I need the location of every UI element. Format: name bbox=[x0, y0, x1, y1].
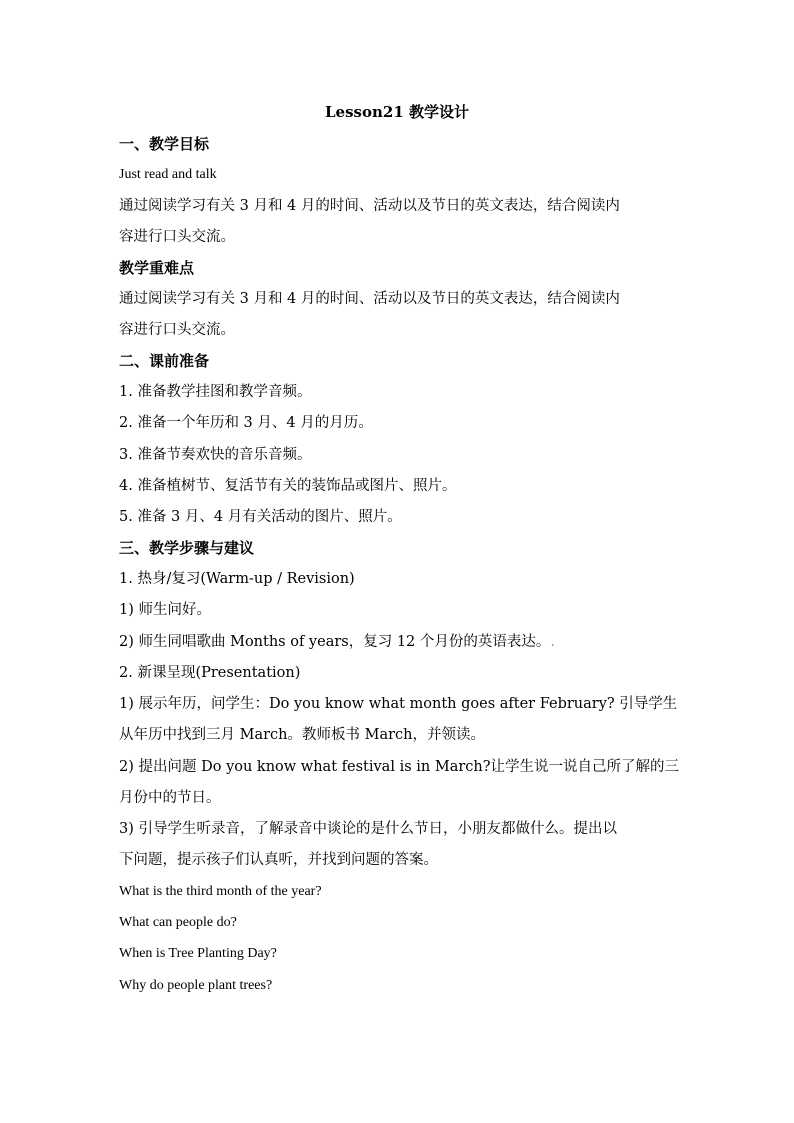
paragraph-line: 容进行口头交流。 bbox=[119, 322, 235, 338]
paragraph-line: 3) 引导学生听录音，了解录音中谈论的是什么节日，小朋友都做什么。提出以 bbox=[119, 821, 617, 837]
section-heading-preparation: 二、课前准备 bbox=[119, 352, 210, 370]
question-line: Why do people plant trees? bbox=[119, 978, 273, 993]
paragraph-line: 从年历中找到三月 March。教师板书 March，并领读。 bbox=[119, 727, 485, 743]
list-item-text: 2) 师生同唱歌曲 Months of years，复习 12 个月份的英语表达。 bbox=[119, 634, 551, 650]
list-item: 2. 准备一个年历和 3 月、4 月的月历。 bbox=[119, 415, 373, 431]
question-line: What can people do? bbox=[119, 915, 237, 930]
step-heading: 2. 新课呈现(Presentation) bbox=[119, 665, 301, 681]
question-line: When is Tree Planting Day? bbox=[119, 946, 277, 961]
stray-period-mark: . bbox=[550, 634, 556, 650]
paragraph-line: 通过阅读学习有关 3 月和 4 月的时间、活动以及节日的英文表达，结合阅读内 bbox=[119, 198, 620, 214]
paragraph-line: 下问题，提示孩子们认真听，并找到问题的答案。 bbox=[119, 852, 438, 868]
list-item: 1) 师生问好。 bbox=[119, 602, 211, 618]
paragraph-line: 容进行口头交流。 bbox=[119, 229, 235, 245]
section-heading-steps: 三、教学步骤与建议 bbox=[119, 539, 255, 557]
paragraph-line: 通过阅读学习有关 3 月和 4 月的时间、活动以及节日的英文表达，结合阅读内 bbox=[119, 291, 620, 307]
page-title: Lesson21 教学设计 bbox=[325, 103, 469, 121]
paragraph-line: 1) 展示年历，问学生：Do you know what month goes after February? 引导学生 bbox=[119, 696, 678, 712]
paragraph-line: Just read and talk bbox=[119, 167, 217, 182]
list-item: 1. 准备教学挂图和教学音频。 bbox=[119, 384, 312, 400]
paragraph-line: 2) 提出问题 Do you know what festival is in March?让学生说一说自己所了解的三 bbox=[119, 759, 680, 775]
section-heading-objectives: 一、教学目标 bbox=[119, 135, 210, 153]
section-heading-key-points: 教学重难点 bbox=[119, 259, 195, 277]
list-item: 5. 准备 3 月、4 月有关活动的图片、照片。 bbox=[119, 509, 402, 525]
list-item bbox=[119, 632, 679, 652]
paragraph-line: 月份中的节日。 bbox=[119, 790, 221, 806]
step-heading: 1. 热身/复习(Warm-up / Revision) bbox=[119, 571, 355, 587]
list-item: 4. 准备植树节、复活节有关的装饰品或图片、照片。 bbox=[119, 478, 457, 494]
question-line: What is the third month of the year? bbox=[119, 884, 322, 899]
list-item: 3. 准备节奏欢快的音乐音频。 bbox=[119, 447, 312, 463]
